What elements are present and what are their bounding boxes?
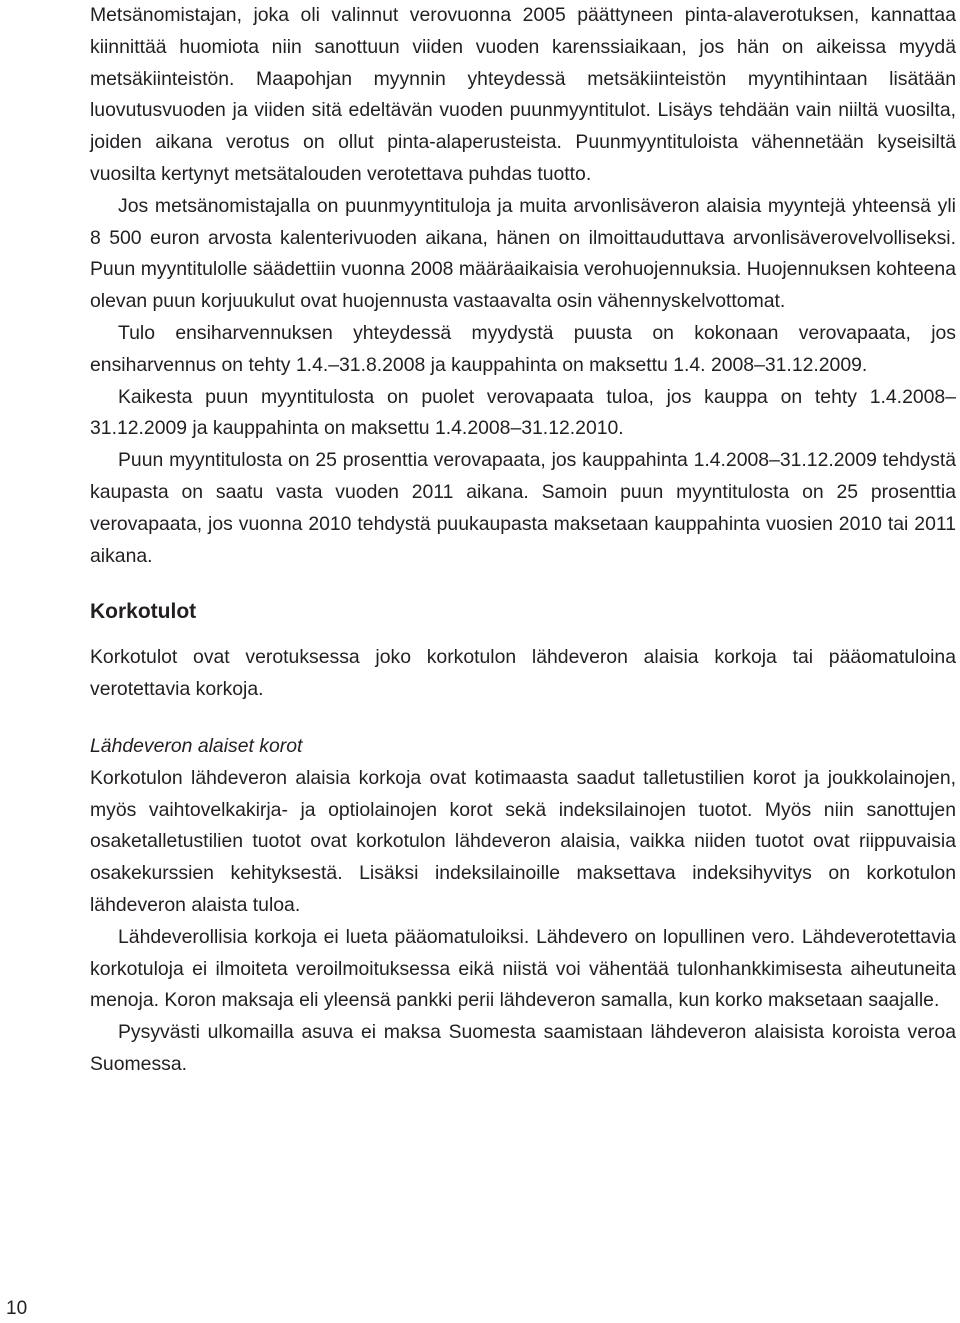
paragraph-half-taxfree: Kaikesta puun myyntitulosta on puolet verovapaata tuloa, jos kauppa on tehty 1.4.2008–31.12.2009 ja kauppahinta on maksettu 1.4.2008–31.12.2010. <box>90 385 956 440</box>
subsection-heading: Lähdeveron alaiset korot <box>90 734 303 757</box>
paragraph-nonresident: Pysyvästi ulkomailla asuva ei maksa Suomesta saamistaan lähdeveron alaisista koroista veroa Suomessa. <box>90 1021 956 1075</box>
paragraph-withholding-interest: Korkotulon lähdeveron alaisia korkoja ovat kotimaasta saadut talletustilien korot ja joukkolainojen, myös vaihtovelkakirja- ja optiolainojen korot sekä indeksilainojen tuotot. Myös niin sanottujen osaketalletustilien tuotot ovat korkotulon lähdeveron alaisia, vaikka niiden tuotot ovat riippuvaisia osakekurssien kehityksestä. Lisäksi indeksilainoille maksettava indeksihyvitys on korkotulon lähdeveron alaista tuloa. <box>90 766 956 916</box>
spacer <box>90 572 956 597</box>
section-intro: Korkotulot ovat verotuksessa joko korkotulon lähdeveron alaisia korkoja tai pääomatuloina verotettavia korkoja. <box>90 646 956 701</box>
paragraph-final-tax: Lähdeverollisia korkoja ei lueta pääomatuloiksi. Lähdevero on lopullinen vero. Lähdeverotettavia korkotuloja ei ilmoiteta veroilmoituksessa eikä niistä voi vähentää tulonhankkimisesta aiheutuneita menoja. Koron maksaja eli yleensä pankki perii lähdeveron samalla, kun korko maksetaan saajalle. <box>90 925 956 1012</box>
spacer <box>90 706 956 731</box>
paragraph-vat-registration: Jos metsänomistajalla on puunmyyntituloja ja muita arvonlisäveron alaisia myyntejä yhteensä yli 8 500 euron arvosta kalenterivuoden aikana, hänen on ilmoittauduttava arvonlisäverovelvolliseksi. Puun myyntitulolle säädettiin vuonna 2008 määräaikaisia verohuojennuksia. Huojennuksen kohteena olevan puun korjuukulut ovat huojennusta vastaavalta osin vähennyskelvottomat. <box>90 194 956 313</box>
paragraph-forest-karenssi: Metsänomistajan, joka oli valinnut verovuonna 2005 päättyneen pinta-alaverotuksen, kannattaa kiinnittää huomiota niin sanottuun viiden vuoden karenssiaikaan, jos hän on aikeissa myydä metsäkiinteistön. Maapohjan myynnin yhteydessä metsäkiinteistön myyntihintaan lisätään luovutusvuoden ja viiden sitä edeltävän vuoden puunmyyntitulot. Lisäys tehdään vain niiltä vuosilta, joiden aikana verotus on ollut pinta-alaperusteista. Puunmyyntituloista vähennetään kyseisiltä vuosilta kertynyt metsätalouden verotettava puhdas tuotto. <box>90 4 956 185</box>
paragraph-25-percent: Puun myyntitulosta on 25 prosenttia verovapaata, jos kauppahinta 1.4.2008–31.12.2009 tehdystä kaupasta on saatu vasta vuoden 2011 aikana. Samoin puun myyntitulosta on 25 prosenttia verovapaata, jos vuonna 2010 tehdystä puukaupasta maksetaan kauppahinta vuosien 2010 tai 2011 aikana. <box>90 449 956 567</box>
document-page <box>90 0 956 1081</box>
page-number: 10 <box>6 1298 28 1319</box>
section-heading: Korkotulot <box>90 600 197 624</box>
paragraph-first-thinning: Tulo ensiharvennuksen yhteydessä myydystä puusta on kokonaan verovapaata, jos ensiharvennus on tehty 1.4.–31.8.2008 ja kauppahinta on maksettu 1.4. 2008–31.12.2009. <box>90 321 956 376</box>
spacer <box>90 627 956 642</box>
